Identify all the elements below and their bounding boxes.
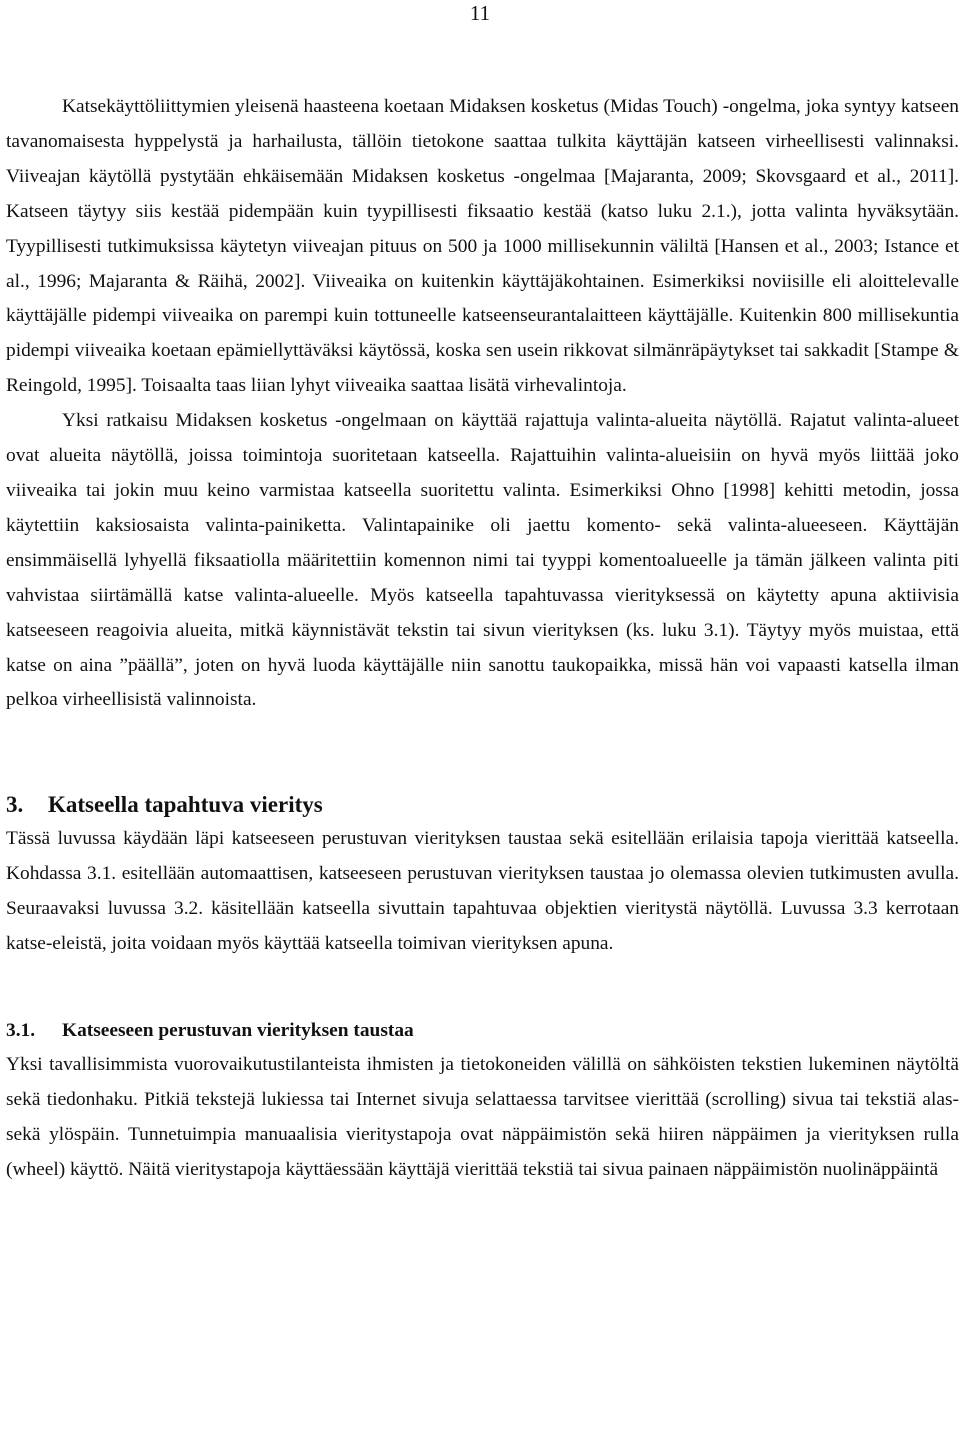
spacer bbox=[6, 718, 959, 788]
chapter-title: Katseella tapahtuva vieritys bbox=[48, 792, 323, 818]
chapter-number: 3. bbox=[6, 792, 24, 818]
paragraph-midas-touch: Katsekäyttöliittymien yleisenä haasteena koetaan Midaksen kosketus (Midas Touch) -ongelma, joka syntyy katseen tavanomaisesta hyppelystä ja harhailusta, tällöin tietokone saattaa tulkita käyttäjän katseen virheellisesti valinnaksi. Viiveajan käytöllä pystytään ehkäisemään Midaksen kosketus -ongelmaa [Majaranta, 2009; Skovsgaard et al., 2011]. Katseen täytyy siis kestää pidempään kuin tyypillisesti fiksaatio kestää (katso luku 2.1.), jotta valinta hyväksytään. Tyypillisesti tutkimuksissa käytetyn viiveajan pituus on 500 ja 1000 millisekunnin väliltä [Hansen et al., 2003; Istance et al., 1996; Majaranta & Räihä, 2002]. Viiveaika on kuitenkin käyttäjäkohtainen. Esimerkiksi noviisille eli aloittelevalle käyttäjälle pidempi viiveaika on parempi kuin tottuneelle katseenseurantalaitteen käyttäjälle. Kuitenkin 800 millisekuntia pidempi viiveaika koetaan epämiellyttäväksi käytössä, koska sen usein rikkovat silmänräpäytykset tai sakkadit [Stampe & Reingold, 1995]. Toisaalta taas liian lyhyt viiveaika saattaa lisätä virhevalintoja. bbox=[6, 96, 959, 397]
section-number: 3.1. bbox=[6, 1019, 36, 1041]
page-number: 11 bbox=[469, 1, 491, 25]
chapter-heading bbox=[6, 788, 959, 822]
document-body bbox=[6, 90, 959, 1188]
paragraph-chapter-intro: Tässä luvussa käydään läpi katseeseen perustuvan vierityksen taustaa sekä esitellään erilaisia tapoja vierittää katseella. Kohdassa 3.1. esitellään automaattisen, katseeseen perustuvan vierityksen taustaa jo olemassa olevien tutkimusten avulla. Seuraavaksi luvussa 3.2. käsitellään katseella sivuttain tapahtuvaa objektien vieritystä näytöllä. Luvussa 3.3 kerrotaan katse-eleistä, joita voidaan myös käyttää katseella toimivan vierityksen apuna. bbox=[6, 828, 959, 955]
paragraph-selection-areas: Yksi ratkaisu Midaksen kosketus -ongelmaan on käyttää rajattuja valinta-alueita näytöllä. Rajatut valinta-alueet ovat alueita näytöllä, joissa toimintoja suoritetaan katseella. Rajattuihin valinta-alueisiin on hyvä myös liittää joko viiveaika tai jokin muu keino varmistaa katseella suoritettu valinta. Esimerkiksi Ohno [1998] kehitti metodin, jossa käytettiin kaksiosaista valinta-painiketta. Valintapainike oli jaettu komento- sekä valinta-alueeseen. Käyttäjän ensimmäisellä lyhyellä fiksaatiolla määritettiin komennon nimi tai tyyppi komentoalueelle ja tämän jälkeen valinta piti vahvistaa siirtämällä katse valinta-alueelle. Myös katseella tapahtuvassa vierityksessä on käytetty apuna aktiivisia katseeseen reagoivia alueita, mitkä käynnistävät tekstin tai sivun vierityksen (ks. luku 3.1). Täytyy myös muistaa, että katse on aina ”päällä”, joten on hyvä luoda käyttäjälle niin sanottu taukopaikka, missä hän voi vapaasti katsella ilman pelkoa virheellisistä valinnoista. bbox=[6, 410, 959, 711]
paragraph-section-intro: Yksi tavallisimmista vuorovaikutustilanteista ihmisten ja tietokoneiden välillä on sähköisten tekstien lukeminen näytöltä sekä tiedonhaku. Pitkiä tekstejä lukiessa tai Internet sivuja selattaessa tarvitsee vierittää (scrolling) sivua tai tekstiä alas- sekä ylöspäin. Tunnetuimpia manuaalisia vieritystapoja ovat näppäimistön sekä hiiren näppäimen ja vierityksen rulla (wheel) käyttö. Näitä vieritystapoja käyttäessään käyttäjä vierittää tekstiä tai sivua painaen näppäimistön nuolinäppäintä bbox=[6, 1053, 959, 1180]
section-heading bbox=[6, 1014, 959, 1048]
section-title: Katseeseen perustuvan vierityksen taustaa bbox=[62, 1019, 414, 1041]
spacer bbox=[6, 962, 959, 1014]
